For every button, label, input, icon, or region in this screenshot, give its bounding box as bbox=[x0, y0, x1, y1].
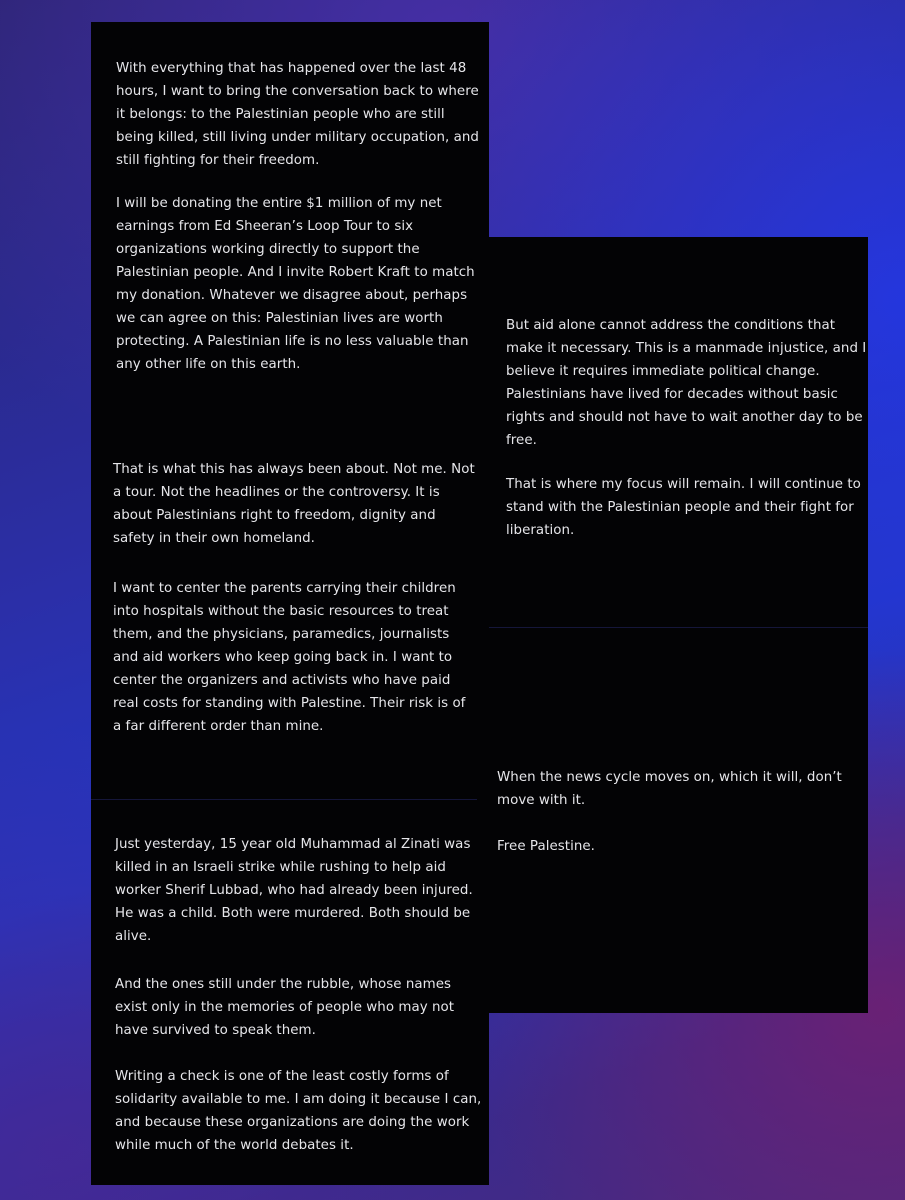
paragraph: When the news cycle moves on, which it will, don’t move with it. bbox=[497, 770, 842, 808]
paragraph: But aid alone cannot address the conditions that make it necessary. This is a manmade injustice, and I believe it requires immediate political change. Palestinians have lived for decades without basic rights and should not have to wait another day to be free. bbox=[506, 318, 867, 448]
screenshot-panel-5 bbox=[489, 627, 868, 1013]
panel-divider bbox=[489, 627, 868, 628]
paragraph: And the ones still under the rubble, whose names exist only in the memories of people who may not have survived to speak them. bbox=[115, 977, 455, 1038]
paragraph: Writing a check is one of the least costly forms of solidarity available to me. I am doing it because I can, and because these organizations are doing the work while much of the world debates it. bbox=[115, 1069, 482, 1153]
paragraph: That is where my focus will remain. I will continue to stand with the Palestinian people and their fight for liberation. bbox=[506, 477, 861, 538]
paragraph: That is what this has always been about. Not me. Not a tour. Not the headlines or the controversy. It is about Palestinians right to freedom, dignity and safety in their own homeland. bbox=[113, 462, 475, 546]
paragraph: Just yesterday, 15 year old Muhammad al Zinati was killed in an Israeli strike while rushing to help aid worker Sherif Lubbad, who had already been injured. He was a child. Both were murdered. Both should be alive. bbox=[115, 837, 473, 944]
panel-divider bbox=[91, 799, 477, 800]
paragraph: I will be donating the entire $1 million of my net earnings from Ed Sheeran’s Loop Tour to six organizations working directly to support the Palestinian people. And I invite Robert Kraft to match my donation. Whatever we disagree about, perhaps we can agree on this: Palestinian lives are worth protecting. A Palestinian life is no less valuable than any other life on this earth. bbox=[116, 196, 475, 372]
paragraph: With everything that has happened over the last 48 hours, I want to bring the conversation back to where it belongs: to the Palestinian people who are still being killed, still living under military occupation, and still fighting for their freedom. bbox=[116, 61, 479, 168]
paragraph: Free Palestine. bbox=[497, 839, 595, 854]
paragraph: I want to center the parents carrying their children into hospitals without the basic resources to treat them, and the physicians, paramedics, journalists and aid workers who keep going back in. I want to center the organizers and activists who have paid real costs for standing with Palestine. Their risk is of a far different order than mine. bbox=[113, 581, 466, 734]
